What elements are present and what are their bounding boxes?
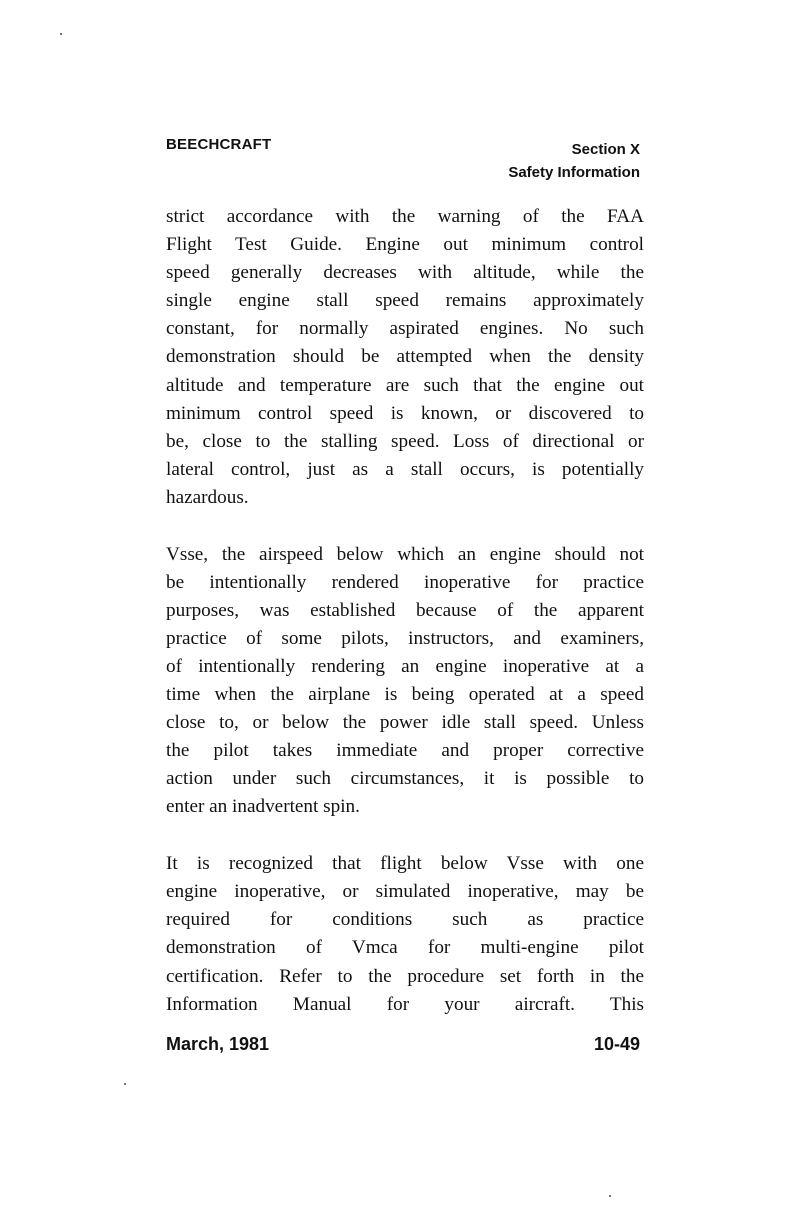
text-line: constant, for normally aspirated engines. No such (166, 318, 644, 340)
text-line: Flight Test Guide. Engine out minimum control (166, 234, 644, 256)
text-line: strict accordance with the warning of the FAA (166, 206, 644, 227)
text-line: of intentionally rendering an engine inoperative at a (166, 656, 644, 677)
header-section-info (508, 138, 640, 184)
text-line: Information Manual for your aircraft. This (166, 993, 644, 1015)
text-line: lateral control, just as a stall occurs, is potentially (166, 458, 644, 480)
text-line: practice of some pilots, instructors, and examiners, (166, 627, 644, 649)
text-line: be, close to the stalling speed. Loss of directional or (166, 430, 644, 452)
paragraph-2 (166, 541, 644, 822)
header-section-title: Section X (571, 141, 640, 158)
footer-date: March, 1981 (166, 1034, 270, 1054)
text-line: action under such circumstances, it is possible to (166, 768, 644, 790)
text-line: single engine stall speed remains approximately (166, 290, 644, 312)
text-line: enter an inadvertent spin. (166, 796, 360, 818)
text-line: minimum control speed is known, or discovered to (166, 402, 644, 424)
body-text (166, 203, 644, 1019)
text-line: required for conditions such as practice (166, 909, 644, 931)
text-line: be intentionally rendered inoperative for practice (166, 571, 644, 593)
text-line: engine inoperative, or simulated inoperative, may be (166, 881, 644, 903)
paragraph-1 (166, 203, 644, 512)
text-line: It is recognized that flight below Vsse with one (166, 853, 644, 875)
header-manufacturer: BEECHCRAFT (166, 136, 272, 153)
text-line: demonstration of Vmca for multi-engine pilot (166, 937, 644, 959)
text-line: purposes, was established because of the apparent (166, 599, 644, 621)
text-line: certification. Refer to the procedure set forth in the (166, 965, 644, 987)
footer-page-number: 10-49 (593, 1034, 640, 1054)
text-line: Vsse, the airspeed below which an engine should not (166, 543, 644, 565)
text-line: time when the airplane is being operated at a speed (166, 684, 644, 706)
text-line: close to, or below the power idle stall speed. Unless (166, 712, 644, 734)
scan-speck (609, 1195, 611, 1197)
text-line: speed generally decreases with altitude, while the (166, 262, 644, 284)
scan-speck (60, 33, 62, 35)
paragraph-3 (166, 850, 644, 1019)
text-line: altitude and temperature are such that the engine out (166, 374, 644, 396)
text-line: hazardous. (166, 486, 249, 508)
header-section-subtitle: Safety Information (508, 164, 640, 181)
scan-speck (124, 1083, 126, 1085)
text-line: the pilot takes immediate and proper corrective (166, 740, 644, 762)
text-line: demonstration should be attempted when the density (166, 346, 644, 368)
